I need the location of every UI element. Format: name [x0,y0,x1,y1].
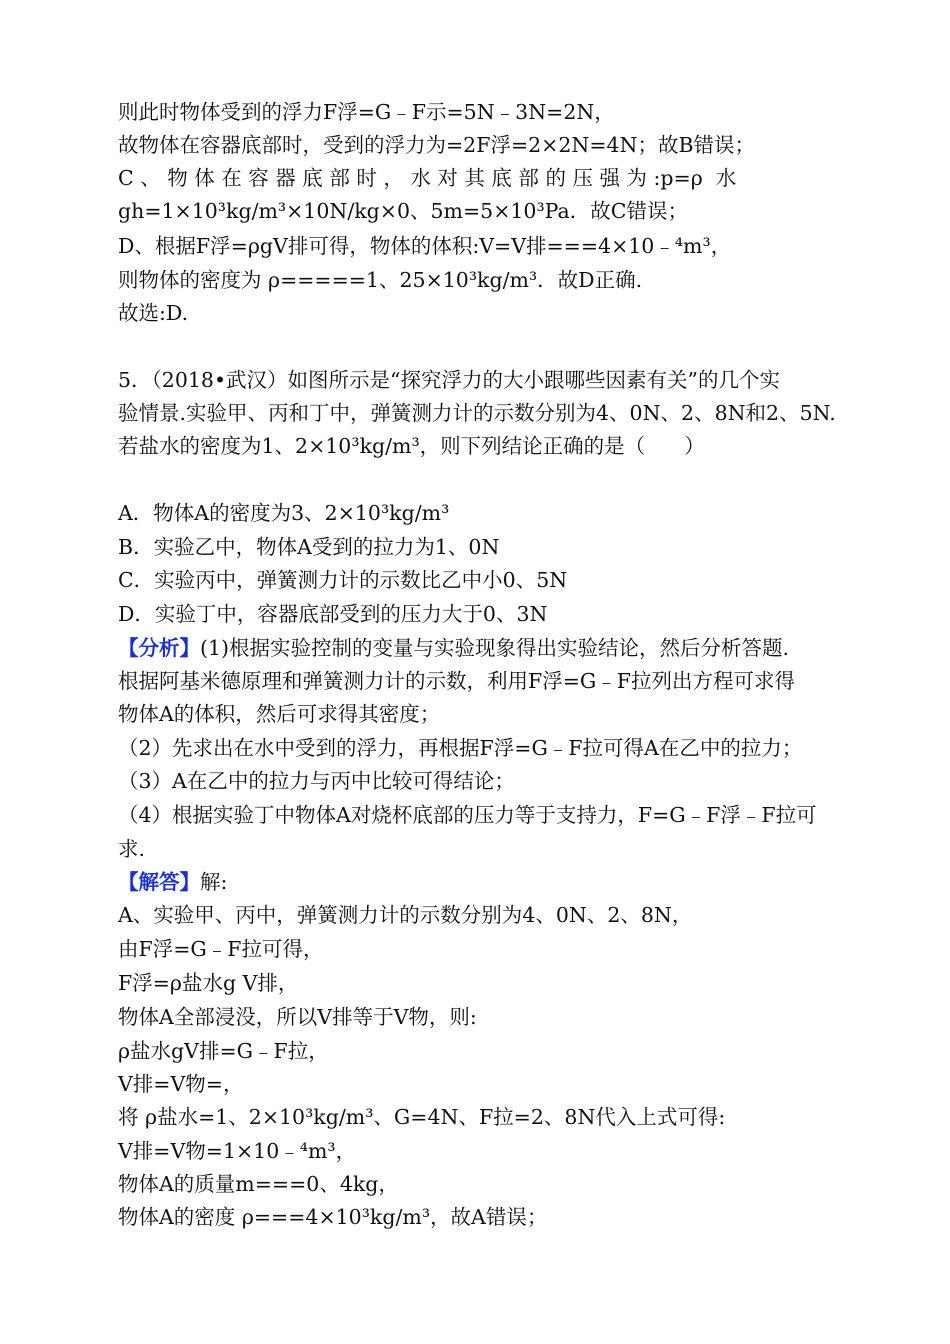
answer-line: V排=V物=， [118,1072,244,1096]
analysis-line: 【分析】(1)根据实验控制的变量与实验现象得出实验结论，然后分析答题. [118,636,790,660]
text-line: 故物体在容器底部时，受到的浮力为=2F浮=2×2N=4N；故B错误； [118,133,756,157]
text-line: 故选:D. [118,301,189,325]
answer-line: 物体A的密度 ρ===4×10³kg/m³，故A错误； [118,1205,548,1229]
question-line: 验情景.实验甲、丙和丁中，弹簧测力计的示数分别为4、0N、2、8N和2、5N. [118,401,836,425]
answer-line: 由F浮=G﹣F拉可得， [118,937,324,961]
answer-header: 【解答】解: [118,870,228,894]
answer-line: 将 ρ盐水=1、2×10³kg/m³、G=4N、F拉=2、8N代入上式可得: [118,1105,726,1129]
answer-line: V排=V物=1×10﹣⁴m³， [118,1139,357,1163]
question-line: 若盐水的密度为1、2×10³kg/m³，则下列结论正确的是（ ） [118,434,705,458]
text-line: 则物体的密度为 ρ=====1、25×10³kg/m³．故D正确. [118,268,643,292]
text-line: D、根据F浮=ρgV排可得，物体的体积:V=V排===4×10﹣⁴m³， [118,234,732,258]
option-d: D．实验丁中，容器底部受到的压力大于0、3N [118,602,548,626]
answer-line: A、实验甲、丙中，弹簧测力计的示数分别为4、0N、2、8N， [118,903,693,927]
question-line: 5．（2018•武汉）如图所示是“探究浮力的大小跟哪些因素有关”的几个实 [118,368,781,392]
analysis-line: （3）A在乙中的拉力与丙中比较可得结论； [118,769,515,793]
text-line: C 、 物 体 在 容 器 底 部 时 ， 水 对 其 底 部 的 压 强 为 :p=ρ 水 [118,166,737,190]
section-tag: 【解答】 [118,870,200,894]
text-line: gh=1×10³kg/m³×10N/kg×0、5m=5×10³Pa．故C错误； [118,199,688,223]
answer-line: 物体A的质量m===0、4kg， [118,1172,399,1196]
analysis-line: 根据阿基米德原理和弹簧测力计的示数，利用F浮=G﹣F拉列出方程可求得 [118,669,795,693]
answer-line: 物体A全部浸没，所以V排等于V物，则: [118,1005,477,1029]
text-line: 则此时物体受到的浮力F浮=G﹣F示=5N﹣3N=2N， [118,100,615,124]
answer-line: ρ盐水gV排=G﹣F拉， [118,1039,329,1063]
analysis-line: （4）根据实验丁中物体A对烧杯底部的压力等于支持力，F=G﹣F浮﹣F拉可 [118,803,817,827]
analysis-line: （2）先求出在水中受到的浮力，再根据F浮=G﹣F拉可得A在乙中的拉力； [118,736,803,760]
analysis-line: 求. [118,837,146,861]
analysis-line: 物体A的体积，然后可求得其密度； [118,702,441,726]
option-b: B．实验乙中，物体A受到的拉力为1、0N [118,535,500,559]
option-a: A．物体A的密度为3、2×10³kg/m³ [118,501,450,525]
section-tag: 【分析】 [118,636,200,660]
option-c: C．实验丙中，弹簧测力计的示数比乙中小0、5N [118,568,568,592]
answer-line: F浮=ρ盐水g V排， [118,971,299,995]
